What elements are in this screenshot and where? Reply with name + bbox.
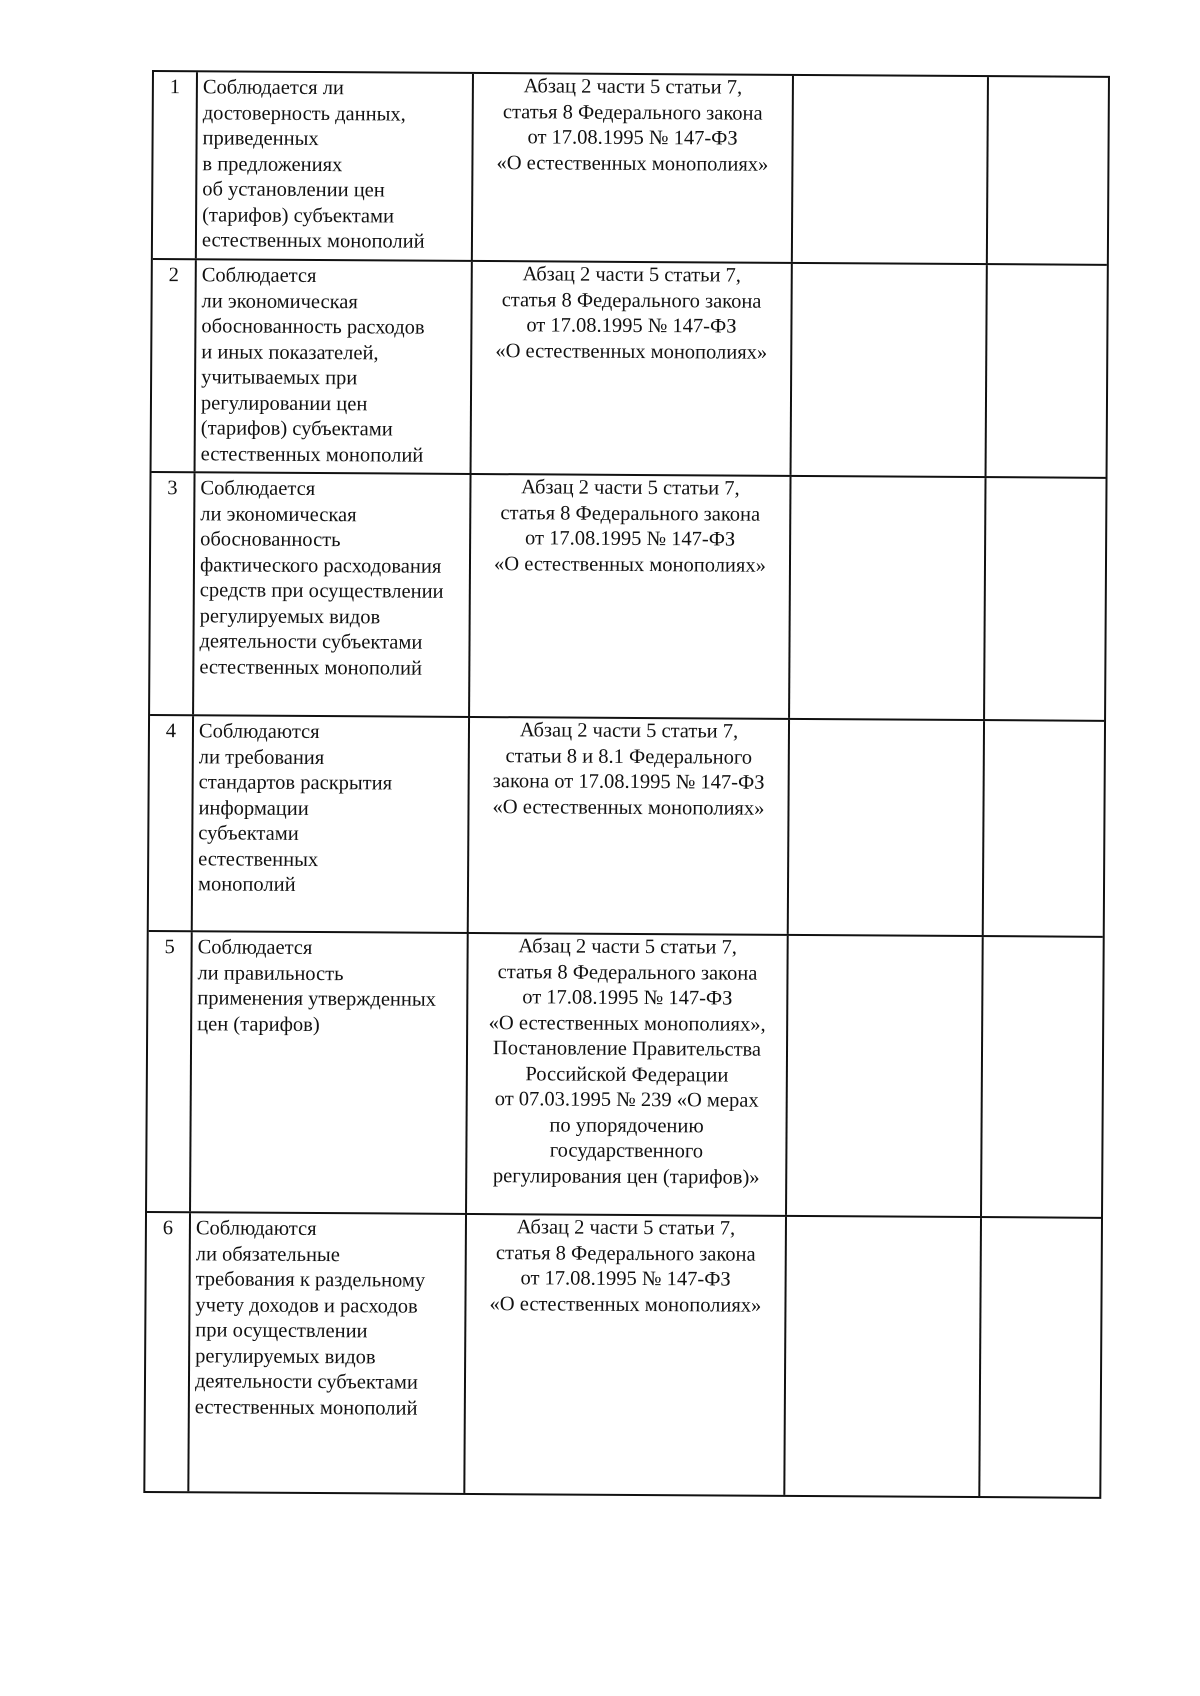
row-number: 5 [147, 932, 193, 1211]
legal-reference-cell: Абзац 2 части 5 статьи 7, статья 8 Федерального закона от 17.08.1995 № 147-ФЗ «О естественных монополиях», Постановление Правительства Российской Федерации от 07.03.1995 № 239 «О мерах по упорядочению государственного регулирования цен (тарифов)» [467, 934, 789, 1215]
empty-cell [984, 721, 1104, 936]
checklist-table [143, 70, 1110, 1499]
table-row [150, 473, 1105, 722]
question-cell: Соблюдаются ли обязательные требования к раздельному учету доходов и расходов при осуществлении регулируемых видов деятельности субъектами естественных монополий [189, 1213, 467, 1493]
legal-reference-cell: Абзац 2 части 5 статьи 7, статьи 8 и 8.1 Федерального закона от 17.08.1995 № 147-ФЗ «О естественных монополиях» [469, 718, 790, 934]
table-row [153, 72, 1108, 266]
legal-reference-cell: Абзац 2 части 5 статьи 7, статья 8 Федерального закона от 17.08.1995 № 147-ФЗ «О естественных монополиях» [472, 262, 793, 475]
question-cell: Соблюдается ли правильность применения утвержденных цен (тарифов) [191, 932, 469, 1213]
legal-reference-cell: Абзац 2 части 5 статьи 7, статья 8 Федерального закона от 17.08.1995 № 147-ФЗ «О естественных монополиях» [470, 475, 791, 718]
table-row [152, 260, 1107, 479]
row-number: 3 [150, 473, 195, 714]
question-cell: Соблюдается ли достоверность данных, приведенных в предложениях об установлении цен (тарифов) субъектами естественных монополий [197, 72, 474, 260]
empty-cell [987, 265, 1107, 477]
empty-cell [982, 937, 1103, 1217]
question-cell: Соблюдаются ли требования стандартов раскрытия информации субъектами естественных монополий [193, 716, 470, 932]
question-cell: Соблюдается ли экономическая обоснованность фактического расходования средств при осуществлении регулируемых видов деятельности субъектами естественных монополий [194, 473, 471, 716]
row-number: 6 [145, 1213, 191, 1491]
empty-cell [785, 1217, 982, 1496]
table-row [147, 932, 1103, 1219]
empty-cell [789, 720, 985, 935]
table-row [145, 1213, 1101, 1497]
row-number: 2 [152, 260, 197, 471]
empty-cell [790, 477, 986, 719]
question-cell: Соблюдается ли экономическая обоснованность расходов и иных показателей, учитываемых при регулировании цен (тарифов) субъектами естественных монополий [196, 260, 473, 473]
empty-cell [787, 936, 984, 1216]
legal-reference-cell: Абзац 2 части 5 статьи 7, статья 8 Федерального закона от 17.08.1995 № 147-ФЗ «О естественных монополиях» [465, 1215, 787, 1495]
empty-cell [980, 1218, 1101, 1497]
row-number: 1 [153, 72, 198, 258]
row-number: 4 [149, 716, 194, 930]
legal-reference-cell: Абзац 2 части 5 статьи 7, статья 8 Федерального закона от 17.08.1995 № 147-ФЗ «О естественных монополиях» [473, 74, 794, 262]
empty-cell [793, 76, 989, 263]
empty-cell [792, 264, 988, 476]
table-row [149, 716, 1104, 938]
empty-cell [988, 77, 1108, 264]
empty-cell [985, 478, 1105, 720]
